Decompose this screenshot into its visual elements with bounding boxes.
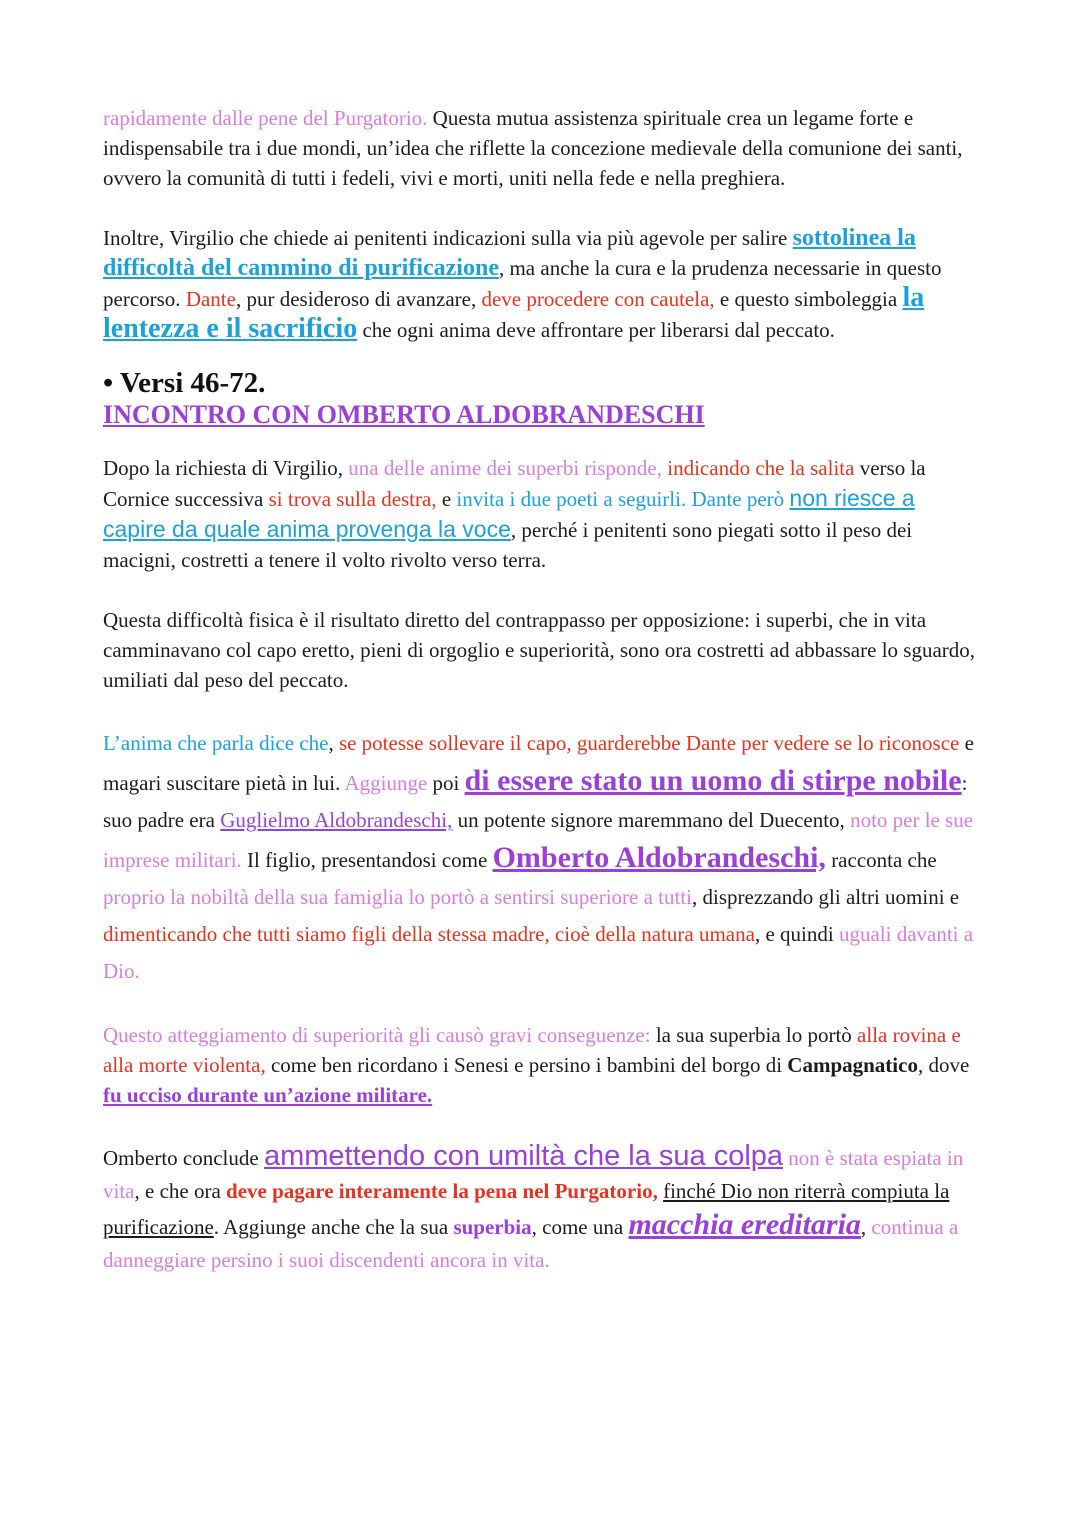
highlight-text: ammettendo con umiltà che la sua colpa — [263, 1140, 784, 1172]
paragraph-conclusion — [103, 1140, 980, 1277]
text-span: se potesse sollevare il capo, guarderebbe Dante per vedere se lo riconosce — [338, 731, 960, 755]
text-span: , come una — [531, 1215, 629, 1239]
text-span: Questa mutua assistenza spirituale crea un legame forte e indispensabile tra i due mondi, un’idea che riflette la concezione medievale della comunione dei santi, ovvero la comunità di tutti i fedeli, vivi e morti, uniti nella fede e nella preghiera. — [103, 106, 963, 190]
text-span: una delle anime dei superbi risponde, — [348, 456, 663, 480]
section-title: INCONTRO CON OMBERTO ALDOBRANDESCHI — [103, 400, 705, 429]
text-span: Campagnatico — [787, 1053, 918, 1077]
text-span: deve procedere con cautela, — [481, 287, 715, 311]
paragraph-omberto — [103, 725, 980, 990]
text-span: : suo padre era — [103, 771, 968, 832]
text-span: uguali davanti a Dio. — [103, 922, 974, 983]
text-span: e — [436, 487, 457, 511]
text-span: che ogni anima deve affrontare per liberarsi dal peccato. — [357, 318, 835, 342]
highlight-text: fu ucciso durante un’azione militare. — [103, 1083, 433, 1107]
text-span: e questo simboleggia — [714, 287, 903, 311]
text-span: , e che ora — [134, 1179, 227, 1203]
text-span: alla rovina e alla morte violenta, — [103, 1023, 961, 1077]
text-span: , — [860, 1215, 867, 1239]
text-span: Omberto conclude — [103, 1146, 264, 1170]
text-span: un potente signore maremmano del Duecento, — [452, 808, 851, 832]
text-span: , disprezzando gli altri uomini e — [692, 885, 960, 909]
highlight-text: non riesce a capire da quale anima provenga la voce — [103, 485, 915, 542]
text-span: racconta che — [825, 848, 937, 872]
highlight-text: Omberto Aldobrandeschi, — [492, 841, 826, 874]
highlight-text: macchia ereditaria — [628, 1208, 861, 1241]
text-span: non è stata espiata in vita — [103, 1146, 964, 1203]
text-span: , perché i penitenti sono piegati sotto il peso dei macigni, costretti a tenere il volto rivolto verso terra. — [103, 518, 913, 572]
text-span: la sua superbia lo portò — [650, 1023, 858, 1047]
text-span: , — [328, 731, 339, 755]
text-span: L’anima che parla dice che — [103, 731, 329, 755]
highlight-text: di essere stato un uomo di stirpe nobile — [464, 764, 962, 797]
paragraph-communion — [103, 103, 980, 193]
text-span: Dante — [185, 287, 236, 311]
text-span: poi — [427, 771, 465, 795]
text-span: invita i due poeti a seguirli. — [456, 487, 687, 511]
link-text: Guglielmo Aldobrandeschi, — [220, 808, 453, 832]
text-span: Dante però — [686, 487, 790, 511]
text-span: , pur desideroso di avanzare, — [235, 287, 482, 311]
paragraph-contrappasso — [103, 605, 980, 695]
text-span: Il figlio, presentandosi come — [241, 848, 493, 872]
text-span: indicando che la salita — [662, 456, 855, 480]
text-span: , ma anche la cura e la prudenza necessarie in questo percorso. — [103, 256, 942, 311]
section-verses: • Versi 46-72. — [103, 367, 266, 399]
highlight-text: sottolinea la difficoltà del cammino di purificazione — [103, 225, 916, 281]
highlight-text: la lentezza e il sacrificio — [103, 282, 925, 344]
text-span: finché Dio non riterrà compiuta la purificazione — [103, 1179, 950, 1239]
text-span: , e quindi — [754, 922, 839, 946]
paragraph-virgilio — [103, 223, 980, 345]
text-span: verso la Cornice successiva — [103, 456, 926, 511]
text-span: e magari suscitare pietà in lui. — [103, 731, 974, 795]
text-span: proprio la nobiltà della sua famiglia lo portò a sentirsi superiore a tutti — [103, 885, 693, 909]
paragraph-consequences — [103, 1020, 980, 1110]
text-span: si trova sulla destra, — [268, 487, 437, 511]
text-span: dimenticando che tutti siamo figli della stessa madre, cioè della natura umana — [103, 922, 755, 946]
text-span: continua a danneggiare persino i suoi discendenti ancora in vita. — [103, 1215, 959, 1272]
text-span: rapidamente dalle pene del Purgatorio. — [103, 106, 428, 130]
text-span: noto per le sue imprese militari. — [103, 808, 974, 872]
text-span: , dove — [917, 1053, 970, 1077]
text-span: Questa difficoltà fisica è il risultato diretto del contrappasso per opposizione: i superbi, che in vita camminavano col capo eretto, pieni di orgoglio e superiorità, sono ora costretti ad abbassare lo sguardo, umiliati dal peso del peccato. — [103, 608, 976, 692]
text-span: Questo atteggiamento di superiorità gli causò gravi conseguenze: — [103, 1023, 651, 1047]
text-span: deve pagare interamente la pena nel Purgatorio, — [226, 1179, 658, 1203]
text-span: Dopo la richiesta di Virgilio, — [103, 456, 349, 480]
text-span: . Aggiunge anche che la sua — [213, 1215, 454, 1239]
paragraph-answer — [103, 453, 980, 575]
text-span: come ben ricordano i Senesi e persino i bambini del borgo di — [265, 1053, 788, 1077]
text-span: Aggiunge — [344, 771, 428, 795]
text-span: superbia — [453, 1215, 532, 1239]
text-span: Inoltre, Virgilio che chiede ai penitenti indicazioni sulla via più agevole per salire — [103, 226, 793, 250]
